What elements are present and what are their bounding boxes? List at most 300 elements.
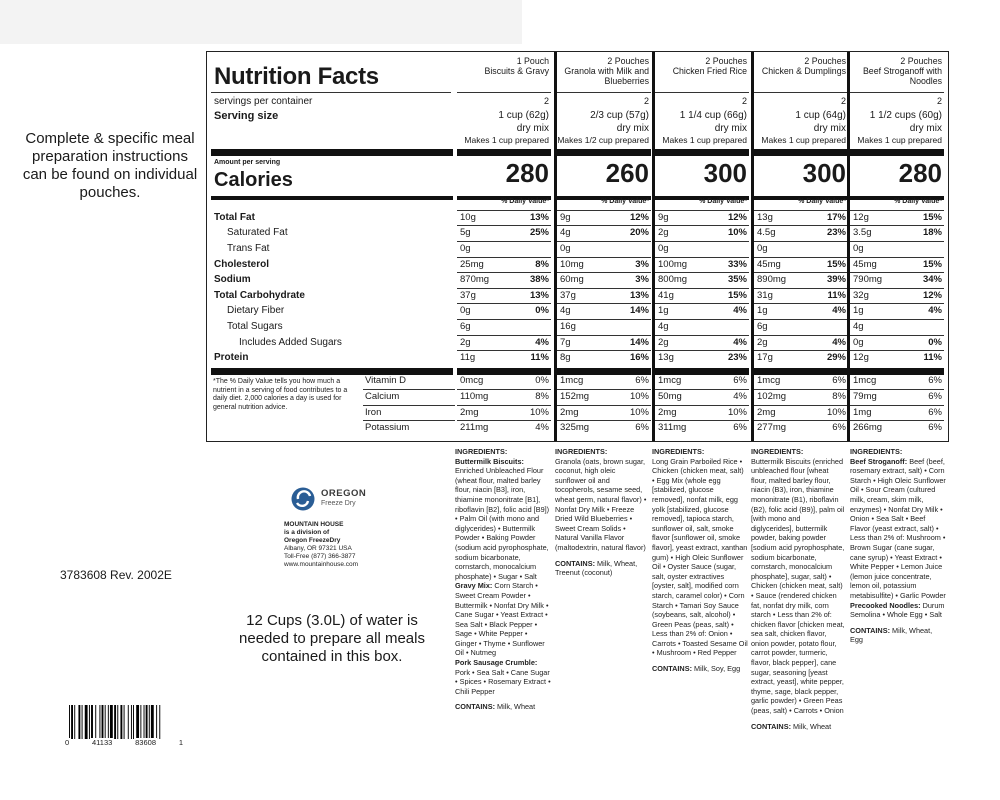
thick-divider <box>211 368 453 375</box>
barcode-bar <box>131 705 132 739</box>
ingredient-list: Granola (oats, brown sugar, coconut, high oleic sunflower oil and tocopherols, sesame seed, wheat germ, natural flavor) • Nonfat Dry Milk • Freeze Dried Wild Blueberries • Sweet Cream Solids • Natural Vanilla Flavor (maltodextrin, natural flavor) <box>555 456 647 552</box>
cholesterol-amount: 10mg <box>560 259 584 270</box>
barcode-bar <box>78 705 80 739</box>
barcode-bar <box>128 705 129 739</box>
barcode-first-digit: 0 <box>65 738 70 747</box>
trans-fat-amount: 0g <box>460 243 471 254</box>
allergen-list: Milk, Wheat <box>497 702 536 712</box>
protein-label: Protein <box>214 352 249 363</box>
product-count: 2 Pouches <box>804 56 846 66</box>
row-divider <box>655 420 749 421</box>
row-divider <box>457 405 551 406</box>
row-divider <box>457 288 551 289</box>
sodium-amount: 60mg <box>560 274 584 285</box>
dietary-fiber-daily-value: 4% <box>832 305 846 316</box>
row-divider <box>754 303 848 304</box>
thick-divider <box>557 368 651 375</box>
total-carb-daily-value: 15% <box>727 290 747 301</box>
row-divider <box>363 389 455 390</box>
product-name: Biscuits & Gravy <box>484 66 549 76</box>
barcode-bar <box>144 705 145 739</box>
ingredient-subheading: Gravy Mix: <box>455 581 493 591</box>
row-divider <box>557 303 651 304</box>
product-name: Beef Stroganoff with Noodles <box>862 66 942 86</box>
row-divider <box>457 272 551 273</box>
row-divider <box>754 389 848 390</box>
row-divider <box>850 210 944 211</box>
company-name: MOUNTAIN HOUSE <box>284 521 344 528</box>
calories-value: 280 <box>898 158 942 188</box>
allergen-list: Milk, Wheat, Egg <box>850 625 933 645</box>
thick-divider <box>457 368 551 375</box>
protein-amount: 8g <box>560 352 571 363</box>
row-divider <box>754 405 848 406</box>
serving-prepared: Makes 1 cup prepared <box>761 135 846 145</box>
calcium-daily-value: 10% <box>629 391 649 402</box>
potassium-amount: 266mg <box>853 422 883 433</box>
row-divider <box>457 303 551 304</box>
row-divider <box>850 272 944 273</box>
divider <box>457 92 551 93</box>
saturated-fat-label: Saturated Fat <box>227 227 288 238</box>
row-divider <box>557 405 651 406</box>
barcode-bar <box>124 705 125 739</box>
thick-divider <box>754 149 848 156</box>
row-divider <box>850 303 944 304</box>
cholesterol-amount: 45mg <box>853 259 877 270</box>
calories-value: 300 <box>703 158 747 188</box>
divider <box>557 92 651 93</box>
barcode-bar <box>136 705 139 739</box>
vitamin-d-amount: 0mcg <box>460 375 484 386</box>
added-sugars-amount: 0g <box>853 337 864 348</box>
serving-prepared: Makes 1/2 cup prepared <box>557 135 649 145</box>
nutrition-facts-panel <box>206 51 949 442</box>
barcode-bar <box>151 705 154 739</box>
cholesterol-daily-value: 15% <box>826 259 846 270</box>
potassium-amount: 211mg <box>460 422 489 433</box>
ingredient-list: Buttermilk Biscuits (enriched unbleached flour [wheat flour, malted barley flour, niacin (B3), iron, thiamine mononitrate (B1), riboflavin (B2), folic acid (B9)], palm oil [with mono and diglycerides], buttermilk powder, baking powder [sodium acid pyrophosphate, sodium bicarbonate, cornstarch, monocalcium phosphate], sugar, salt) • Chicken (chicken meat, salt) • Sauce (rendered chicken fat, nonfat dry milk, corn starch • Less than 2% of: chicken flavor [chicken meat, sea salt, chicken flavor, onion powder, potato flour, carrot powder, turmeric, flavor, black pepper], cane sugar, seasoning [yeast extract, yeast], white pepper, thyme, sage, black pepper, garlic powder) • Green Peas (peas, salt) • Carrots • Onion <box>751 456 845 716</box>
added-sugars-amount: 2g <box>658 337 669 348</box>
iron-amount: 2mg <box>460 407 479 418</box>
contains-label: CONTAINS: <box>652 664 692 674</box>
row-divider <box>850 241 944 242</box>
medium-divider <box>211 196 453 200</box>
row-divider <box>754 225 848 226</box>
row-divider <box>557 350 651 351</box>
company-website: www.mountainhouse.com <box>284 561 359 568</box>
calcium-daily-value: 4% <box>733 391 747 402</box>
total-fat-daily-value: 13% <box>529 212 549 223</box>
ingredients-heading: INGREDIENTS: <box>850 447 903 456</box>
row-divider <box>457 389 551 390</box>
calcium-amount: 50mg <box>658 391 682 402</box>
protein-daily-value: 29% <box>826 352 846 363</box>
iron-amount: 2mg <box>560 407 579 418</box>
contains-label: CONTAINS: <box>850 625 890 635</box>
barcode-bar <box>91 705 93 739</box>
ingredients-column <box>455 447 551 712</box>
total-carb-amount: 37g <box>560 290 576 301</box>
ingredient-subheading: Precooked Noodles: <box>850 600 921 610</box>
row-divider <box>655 335 749 336</box>
company-parent: Oregon FreezeDry <box>284 537 341 544</box>
added-sugars-daily-value: 14% <box>629 337 649 348</box>
row-divider <box>850 225 944 226</box>
servings-per-container: 2 <box>543 96 549 106</box>
serving-size: 1 1/4 cup (66g) <box>679 110 747 121</box>
dietary-fiber-amount: 1g <box>757 305 768 316</box>
thick-divider <box>754 368 848 375</box>
thick-divider <box>457 149 551 156</box>
iron-amount: 2mg <box>757 407 776 418</box>
row-divider <box>850 405 944 406</box>
total-fat-label: Total Fat <box>214 212 255 223</box>
iron-daily-value: 10% <box>826 407 846 418</box>
cholesterol-daily-value: 3% <box>635 259 649 270</box>
serving-dry-mix: dry mix <box>909 123 942 134</box>
top-gray-band <box>0 0 522 44</box>
daily-value-header: % Daily Value* <box>894 198 942 205</box>
iron-amount: 2mg <box>658 407 677 418</box>
serving-size: 1 cup (62g) <box>498 110 549 121</box>
revision-code: 3783608 Rev. 2002E <box>60 568 172 582</box>
oregon-freeze-dry-logo <box>290 486 410 512</box>
calcium-amount: 102mg <box>757 391 787 402</box>
protein-amount: 12g <box>853 352 869 363</box>
serving-size: 1 1/2 cups (60g) <box>869 110 942 121</box>
vitamin-d-amount: 1mcg <box>560 375 584 386</box>
row-divider <box>754 257 848 258</box>
preparation-note: Complete & specific meal preparation instructions can be found on individual pouches. <box>22 130 198 201</box>
ingredients-column <box>850 447 946 645</box>
dietary-fiber-daily-value: 0% <box>535 305 549 316</box>
vitamin-d-amount: 1mcg <box>853 375 877 386</box>
product-count: 2 Pouches <box>705 56 747 66</box>
thick-divider <box>850 368 944 375</box>
product-name: Chicken & Dumplings <box>761 66 846 76</box>
barcode-bar <box>114 705 116 739</box>
saturated-fat-daily-value: 18% <box>922 227 942 238</box>
total-sugars-amount: 6g <box>460 321 471 332</box>
row-divider <box>557 241 651 242</box>
serving-size-label: Serving size <box>214 110 279 122</box>
ingredient-list: Beef (beef, rosemary extract, salt) • Corn Starch • High Oleic Sunflower Oil • Sour Cream (cultured milk, cream, skim milk, enzymes) • Nonfat Dry Milk • Onion • Sea Salt • Beef Flavor (yeast extract, salt) • Less than 2% of: Mushroom • Brown Sugar (cane sugar, cane syrup) • Yeast Extract • White Pepper • Lemon Juice (lemon juice concentrate, lemon oil, potassium metabisulfite) • Garlic Powder <box>850 456 946 600</box>
protein-amount: 17g <box>757 352 773 363</box>
row-divider <box>557 319 651 320</box>
product-count: 2 Pouches <box>900 56 942 66</box>
sodium-daily-value: 35% <box>727 274 747 285</box>
potassium-amount: 311mg <box>658 422 687 433</box>
total-fat-amount: 9g <box>560 212 571 223</box>
potassium-amount: 277mg <box>757 422 787 433</box>
dietary-fiber-daily-value: 4% <box>928 305 942 316</box>
row-divider <box>557 420 651 421</box>
ingredient-subheading: Beef Stroganoff: <box>850 456 908 466</box>
ingredients-heading: INGREDIENTS: <box>751 447 804 456</box>
cholesterol-amount: 25mg <box>460 259 484 270</box>
iron-daily-value: 10% <box>629 407 649 418</box>
thick-divider <box>655 149 749 156</box>
vitamin-d-daily-value: 0% <box>535 375 549 386</box>
saturated-fat-amount: 4.5g <box>757 227 776 238</box>
sodium-daily-value: 39% <box>826 274 846 285</box>
dietary-fiber-daily-value: 14% <box>629 305 649 316</box>
vitamin-d-daily-value: 6% <box>733 375 747 386</box>
ingredient-list: Durum Semolina • Whole Egg • Salt <box>850 600 945 620</box>
company-info <box>284 521 434 569</box>
contains-label: CONTAINS: <box>455 702 495 712</box>
total-carb-daily-value: 12% <box>922 290 942 301</box>
row-divider <box>850 389 944 390</box>
calcium-daily-value: 8% <box>535 391 549 402</box>
row-divider <box>655 405 749 406</box>
servings-per-container: 2 <box>741 96 747 106</box>
total-fat-daily-value: 17% <box>826 212 846 223</box>
row-divider <box>457 257 551 258</box>
calcium-label: Calcium <box>365 391 400 402</box>
total-carb-daily-value: 13% <box>529 290 549 301</box>
row-divider <box>754 350 848 351</box>
sodium-daily-value: 34% <box>922 274 942 285</box>
saturated-fat-daily-value: 23% <box>826 227 846 238</box>
row-divider <box>655 350 749 351</box>
row-divider <box>850 288 944 289</box>
serving-dry-mix: dry mix <box>616 123 649 134</box>
calcium-amount: 152mg <box>560 391 590 402</box>
thick-divider <box>655 368 749 375</box>
barcode-left-digits: 41133 <box>92 738 113 747</box>
row-divider <box>557 257 651 258</box>
saturated-fat-amount: 2g <box>658 227 669 238</box>
sodium-amount: 890mg <box>757 274 787 285</box>
sodium-daily-value: 38% <box>529 274 549 285</box>
barcode-bar <box>71 705 73 739</box>
protein-amount: 11g <box>460 352 476 363</box>
vitamin-d-daily-value: 6% <box>928 375 942 386</box>
added-sugars-amount: 2g <box>757 337 768 348</box>
barcode-bar <box>74 705 75 739</box>
vitamin-d-amount: 1mcg <box>658 375 682 386</box>
barcode-bar <box>156 705 157 739</box>
sodium-amount: 790mg <box>853 274 883 285</box>
ingredient-subheading: Pork Sausage Crumble: <box>455 658 538 668</box>
row-divider <box>754 272 848 273</box>
allergen-list: Milk, Wheat, Treenut (coconut) <box>555 558 638 578</box>
added-sugars-amount: 2g <box>460 337 471 348</box>
divider <box>850 92 944 93</box>
barcode-bar <box>140 705 141 739</box>
ingredients-column <box>652 447 748 674</box>
dietary-fiber-daily-value: 4% <box>733 305 747 316</box>
total-fat-amount: 9g <box>658 212 669 223</box>
row-divider <box>754 420 848 421</box>
cholesterol-daily-value: 15% <box>922 259 942 270</box>
daily-value-header: % Daily Value* <box>798 198 846 205</box>
calcium-daily-value: 8% <box>832 391 846 402</box>
nutrition-facts-title: Nutrition Facts <box>214 63 379 90</box>
potassium-label: Potassium <box>365 422 410 433</box>
trans-fat-amount: 0g <box>560 243 571 254</box>
row-divider <box>457 319 551 320</box>
row-divider <box>655 272 749 273</box>
company-phone: Toll-Free (877) 366-3877 <box>284 553 356 560</box>
row-divider <box>754 335 848 336</box>
ingredient-list: Long Grain Parboiled Rice • Chicken (chicken meat, salt) • Egg Mix (whole egg [stabilized, glucose removed], nonfat milk, egg yolk [stabilized, glucose removed], tapioca starch, sunflower oil, salt, smoke flavor [sunflower oil, smoke flavor], yeast extract, xanthan gum) • High Oleic Sunflower Oil • Oyster Sauce (sugar, salt, oyster extractives [oyster, salt], modified corn starch, caramel color) • Corn Starch • Tamari Soy Sauce (soybeans, salt, alcohol) • Green Peas (peas, salt) • Less than 2% of: Onion • Carrots • Toasted Sesame Oil • Mushroom • Red Pepper <box>652 456 748 658</box>
thick-divider <box>850 149 944 156</box>
barcode-bar <box>117 705 118 739</box>
added-sugars-daily-value: 4% <box>832 337 846 348</box>
row-divider <box>850 335 944 336</box>
trans-fat-label: Trans Fat <box>227 243 270 254</box>
total-carb-amount: 37g <box>460 290 476 301</box>
row-divider <box>655 210 749 211</box>
product-name: Granola with Milk and Blueberries <box>564 66 649 86</box>
row-divider <box>457 241 551 242</box>
cholesterol-daily-value: 8% <box>535 259 549 270</box>
total-sugars-amount: 6g <box>757 321 768 332</box>
saturated-fat-daily-value: 20% <box>629 227 649 238</box>
column-separator <box>554 52 557 441</box>
barcode-bar <box>89 705 90 739</box>
row-divider <box>457 225 551 226</box>
barcode-bar <box>133 705 134 739</box>
ingredients-column <box>751 447 845 731</box>
serving-prepared: Makes 1 cup prepared <box>857 135 942 145</box>
row-divider <box>655 225 749 226</box>
added-sugars-daily-value: 4% <box>733 337 747 348</box>
logo-wordmark: OREGON <box>321 488 367 499</box>
cholesterol-amount: 45mg <box>757 259 781 270</box>
added-sugars-daily-value: 4% <box>535 337 549 348</box>
column-separator <box>652 52 655 441</box>
cholesterol-label: Cholesterol <box>214 259 270 270</box>
calories-value: 260 <box>605 158 649 188</box>
total-carbohydrate-label: Total Carbohydrate <box>214 290 305 301</box>
daily-value-header: % Daily Value* <box>601 198 649 205</box>
row-divider <box>557 225 651 226</box>
row-divider <box>655 288 749 289</box>
row-divider <box>655 389 749 390</box>
added-sugars-label: Includes Added Sugars <box>239 337 342 348</box>
serving-prepared: Makes 1 cup prepared <box>464 135 549 145</box>
barcode-bar <box>85 705 88 739</box>
total-carb-daily-value: 13% <box>629 290 649 301</box>
barcode-bar <box>82 705 83 739</box>
row-divider <box>655 257 749 258</box>
dietary-fiber-amount: 1g <box>658 305 669 316</box>
ingredient-list: Corn Starch • Sweet Cream Powder • Buttermilk • Nonfat Dry Milk • Cane Sugar • Yeast Extract • Sea Salt • Black Pepper • Sage • White Pepper • Ginger • Thyme • Sunflower Oil • Nutmeg <box>455 581 549 658</box>
calories-value: 280 <box>505 158 549 188</box>
total-carb-amount: 41g <box>658 290 674 301</box>
row-divider <box>557 335 651 336</box>
ingredient-subheading: Buttermilk Biscuits: <box>455 456 524 466</box>
dietary-fiber-amount: 0g <box>460 305 471 316</box>
row-divider <box>754 288 848 289</box>
total-carb-daily-value: 11% <box>827 290 846 301</box>
row-divider <box>850 420 944 421</box>
barcode-last-digit: 1 <box>178 738 183 747</box>
thick-divider <box>211 149 453 156</box>
barcode-bar <box>105 705 106 739</box>
vitamin-d-amount: 1mcg <box>757 375 781 386</box>
potassium-daily-value: 6% <box>733 422 747 433</box>
iron-label: Iron <box>365 407 382 418</box>
trans-fat-amount: 0g <box>658 243 669 254</box>
logo-mark-icon <box>290 486 318 512</box>
row-divider <box>754 210 848 211</box>
divider <box>211 92 451 93</box>
ingredients-column <box>555 447 648 578</box>
contains-label: CONTAINS: <box>555 558 595 568</box>
barcode-bar <box>146 705 148 739</box>
sodium-amount: 870mg <box>460 274 490 285</box>
saturated-fat-daily-value: 10% <box>727 227 747 238</box>
total-carb-amount: 32g <box>853 290 869 301</box>
servings-per-container: 2 <box>643 96 649 106</box>
row-divider <box>557 288 651 289</box>
row-divider <box>655 319 749 320</box>
row-divider <box>457 420 551 421</box>
protein-daily-value: 11% <box>530 352 549 363</box>
calcium-daily-value: 6% <box>928 391 942 402</box>
total-sugars-label: Total Sugars <box>227 321 283 332</box>
row-divider <box>363 405 455 406</box>
protein-daily-value: 16% <box>629 352 649 363</box>
serving-size: 2/3 cup (57g) <box>590 110 649 121</box>
barcode-bar <box>149 705 150 739</box>
trans-fat-amount: 0g <box>853 243 864 254</box>
potassium-daily-value: 6% <box>928 422 942 433</box>
sodium-label: Sodium <box>214 274 251 285</box>
daily-value-header: % Daily Value* <box>699 198 747 205</box>
serving-prepared: Makes 1 cup prepared <box>662 135 747 145</box>
cholesterol-amount: 100mg <box>658 259 688 270</box>
saturated-fat-daily-value: 25% <box>529 227 549 238</box>
added-sugars-daily-value: 0% <box>928 337 942 348</box>
serving-dry-mix: dry mix <box>714 123 747 134</box>
product-count: 1 Pouch <box>516 56 549 66</box>
iron-daily-value: 10% <box>727 407 747 418</box>
thick-divider <box>557 149 651 156</box>
divider <box>655 92 749 93</box>
serving-dry-mix: dry mix <box>516 123 549 134</box>
sodium-amount: 800mg <box>658 274 688 285</box>
row-divider <box>457 210 551 211</box>
potassium-daily-value: 6% <box>832 422 846 433</box>
trans-fat-amount: 0g <box>757 243 768 254</box>
calcium-amount: 79mg <box>853 391 877 402</box>
row-divider <box>655 303 749 304</box>
row-divider <box>457 350 551 351</box>
barcode-bar <box>102 705 104 739</box>
dietary-fiber-amount: 1g <box>853 305 864 316</box>
added-sugars-amount: 7g <box>560 337 571 348</box>
potassium-daily-value: 6% <box>635 422 649 433</box>
contains-label: CONTAINS: <box>751 721 791 731</box>
servings-per-container: 2 <box>840 96 846 106</box>
water-requirement-note: 12 Cups (3.0L) of water is needed to prepare all meals contained in this box. <box>239 612 425 665</box>
divider <box>754 92 848 93</box>
calcium-amount: 110mg <box>460 391 489 402</box>
ingredient-list: Enriched Unbleached Flour (wheat flour, malted barley flour, niacin [B3], iron, thiamine mononitrate [B1], riboflavin [B2], folic acid [B9]) • Palm Oil (with mono and diglycerides) • Buttermilk Powder • Baking Powder (sodium acid pyrophosphate, sodium bicarbonate, cornstarch, monocalcium phosphate) • Sugar • Salt <box>455 466 550 581</box>
cholesterol-daily-value: 33% <box>727 259 747 270</box>
ingredients-heading: INGREDIENTS: <box>652 447 705 456</box>
barcode-right-digits: 83608 <box>135 738 156 747</box>
row-divider <box>754 319 848 320</box>
total-carb-amount: 31g <box>757 290 773 301</box>
company-address: Albany, OR 97321 USA <box>284 545 352 552</box>
